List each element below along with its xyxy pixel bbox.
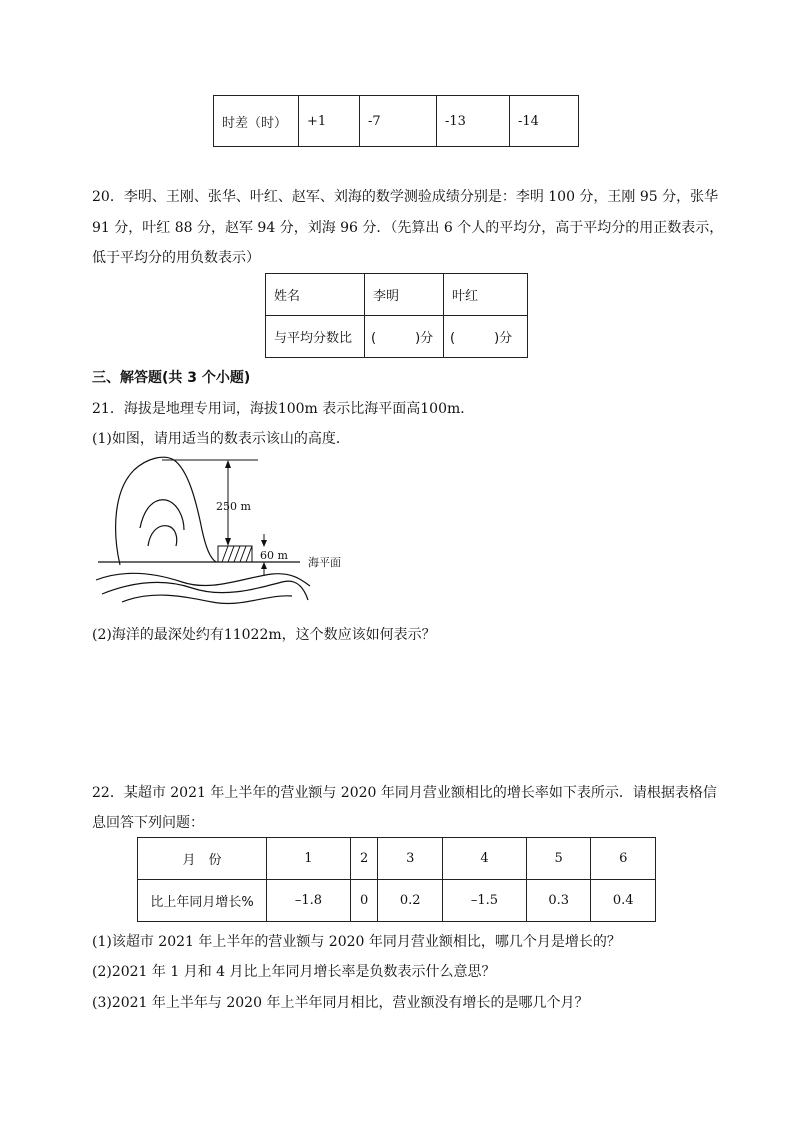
table-cell: +1 xyxy=(299,96,360,147)
label-60: 60 m xyxy=(260,549,288,562)
table-cell: -13 xyxy=(437,96,510,147)
table-cell: -14 xyxy=(510,96,579,147)
q20-score-table xyxy=(265,273,528,358)
q20-line-1: 20．李明、王刚、张华、叶红、赵军、刘海的数学测验成绩分别是：李明 100 分，王刚 95 分，张华 xyxy=(92,189,719,205)
table-cell: 3 xyxy=(378,838,443,880)
time-difference-table xyxy=(213,95,579,147)
q22-part-1: (1)该超市 2021 年上半年的营业额与 2020 年同月营业额相比，哪几个月是增长的？ xyxy=(92,934,621,950)
table-cell: 比上年同月增长% xyxy=(138,880,267,922)
q22-line-1: 22．某超市 2021 年上半年的营业额与 2020 年同月营业额相比的增长率如下表所示．请根据表格信 xyxy=(92,785,717,801)
section-heading: 三、解答题(共 3 个小题) xyxy=(92,370,251,386)
table-cell: 1 xyxy=(267,838,351,880)
q20-line-3: 低于平均分的用负数表示） xyxy=(92,250,260,266)
q21-part-2: (2)海洋的最深处约有11022m，这个数应该如何表示？ xyxy=(92,627,436,643)
q20-line-2: 91 分，叶红 88 分，赵军 94 分，刘海 96 分．（先算出 6 个人的平均分，高于平均分的用正数表示， xyxy=(92,220,724,236)
table-cell: 与平均分数比 xyxy=(266,316,365,358)
table-cell: -7 xyxy=(360,96,437,147)
table-cell: 叶红 xyxy=(444,274,528,316)
table-cell: 6 xyxy=(591,838,656,880)
label-sea-level: 海平面 xyxy=(308,556,341,569)
label-250: 250 m xyxy=(216,500,251,513)
q22-part-2: (2)2021 年 1 月和 4 月比上年同月增长率是负数表示什么意思？ xyxy=(92,964,496,980)
mountain-sea-level-figure xyxy=(92,450,362,610)
table-cell: 0.2 xyxy=(378,880,443,922)
table-cell: –1.5 xyxy=(443,880,527,922)
table-cell: 月 份 xyxy=(138,838,267,880)
table-cell: 0 xyxy=(350,880,378,922)
table-cell: 李明 xyxy=(365,274,444,316)
q21-line-1: 21．海拔是地理专用词，海拔100m 表示比海平面高100m． xyxy=(92,401,475,417)
table-cell: 0.3 xyxy=(526,880,591,922)
q22-growth-table xyxy=(137,837,656,922)
table-cell: 时差（时） xyxy=(214,96,299,147)
table-cell: ( )分 xyxy=(444,316,528,358)
table-cell: 4 xyxy=(443,838,527,880)
q22-part-3: (3)2021 年上半年与 2020 年上半年同月相比，营业额没有增长的是哪几个月？ xyxy=(92,995,589,1011)
table-cell: 2 xyxy=(350,838,378,880)
table-cell: 姓名 xyxy=(266,274,365,316)
table-cell: ( )分 xyxy=(365,316,444,358)
table-cell: 0.4 xyxy=(591,880,656,922)
table-cell: 5 xyxy=(526,838,591,880)
q22-line-2: 息回答下列问题： xyxy=(92,815,204,831)
table-cell: –1.8 xyxy=(267,880,351,922)
q21-part-1: (1)如图，请用适当的数表示该山的高度． xyxy=(92,431,350,447)
